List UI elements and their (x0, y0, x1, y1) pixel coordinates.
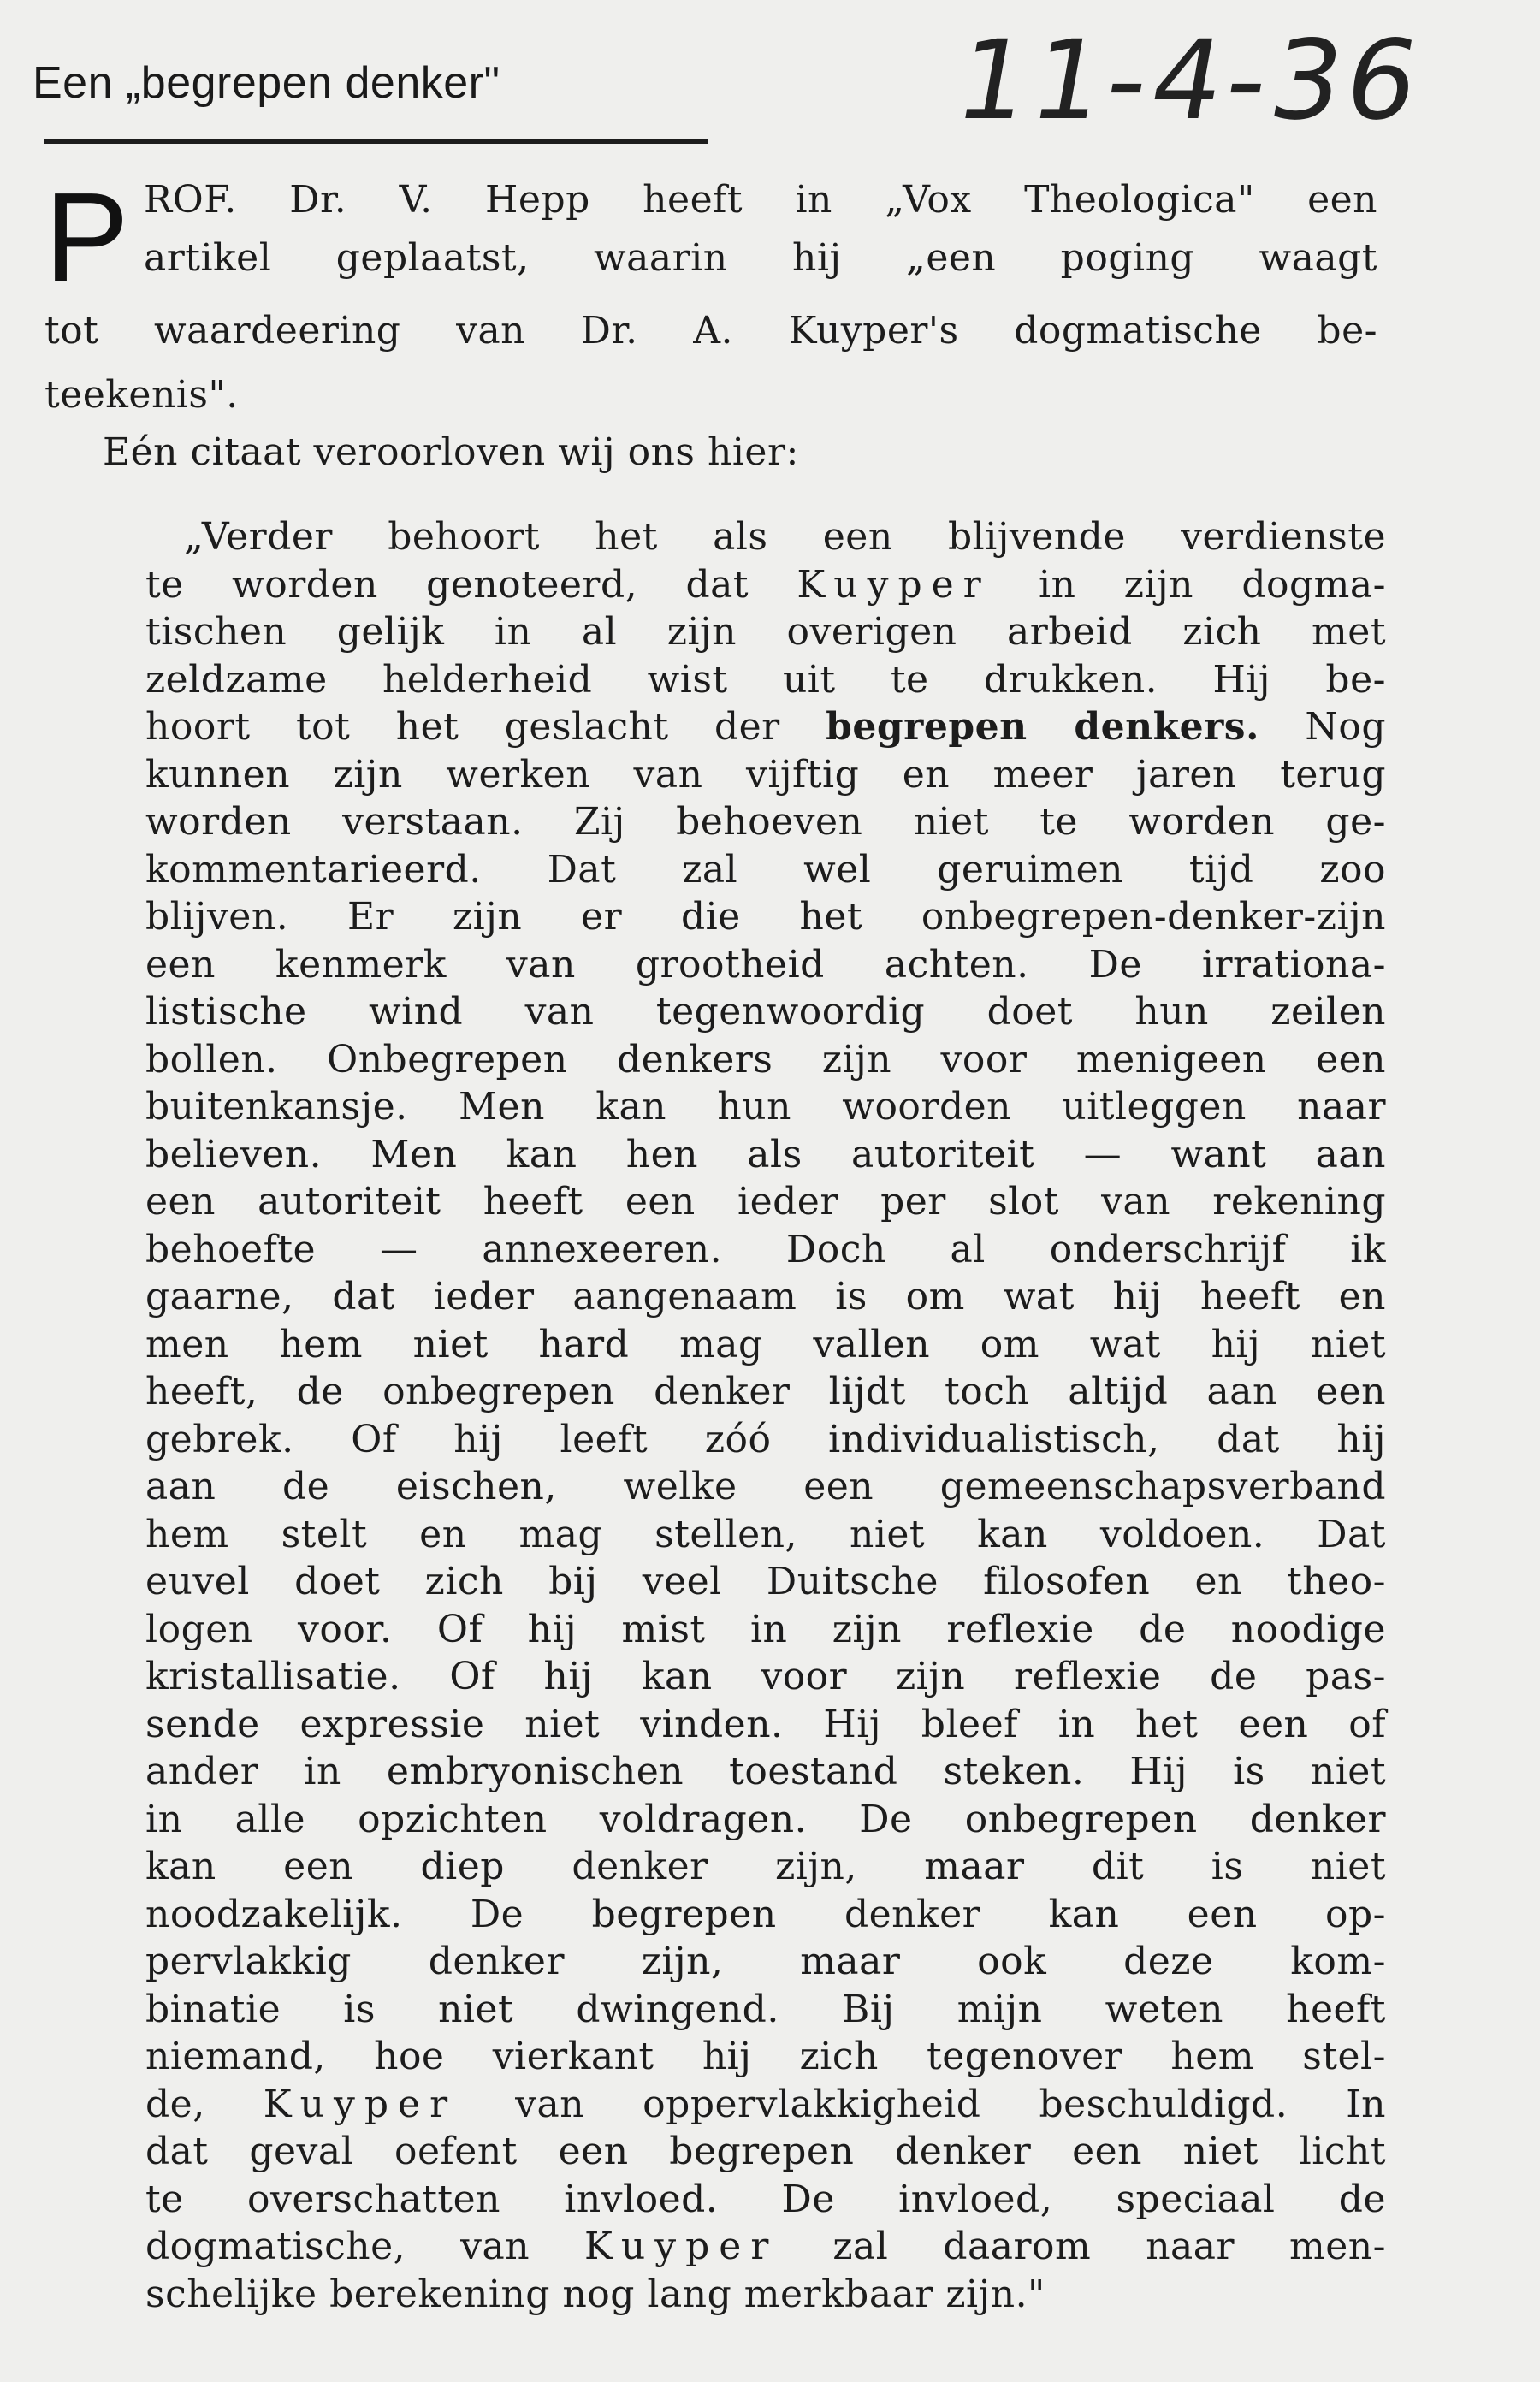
quote-line: gebrek. Of hij leeft zóó individualistisch, dat hij (145, 1418, 1386, 1461)
quote-line: blijven. Er zijn er die het onbegrepen-denker-zijn (145, 895, 1386, 939)
quote-line (145, 561, 1386, 608)
quote-text: de, (145, 2083, 264, 2126)
quote-line: worden verstaan. Zij behoeven niet te worden ge- (145, 800, 1386, 844)
quote-line: een kenmerk van grootheid achten. De irrationa- (145, 943, 1386, 987)
quote-line: een autoriteit heeft een ieder per slot van rekening (145, 1180, 1386, 1224)
quote-line: noodzakelijk. De begrepen denker kan een op- (145, 1893, 1386, 1936)
quote-line: in alle opzichten voldragen. De onbegrepen denker (145, 1798, 1386, 1841)
bold-phrase: begrepen denkers. (826, 705, 1259, 749)
quote-line: kunnen zijn werken van vijftig en meer jaren terug (145, 753, 1386, 797)
intro-line: teekenis". (44, 373, 239, 417)
quote-line: hem stelt en mag stellen, niet kan voldoen. Dat (145, 1513, 1386, 1556)
quote-text: in zijn dogma- (990, 563, 1387, 607)
quote-line: te overschatten invloed. De invloed, speciaal de (145, 2178, 1386, 2221)
quote-line: kan een diep denker zijn, maar dit is niet (145, 1845, 1386, 1888)
drop-cap: P (44, 167, 129, 308)
quote-line (145, 703, 1386, 750)
quote-line: zeldzame helderheid wist uit te drukken. Hij be- (145, 658, 1386, 702)
quote-line (145, 2081, 1386, 2128)
quote-line: men hem niet hard mag vallen om wat hij niet (145, 1323, 1386, 1366)
quote-line: niemand, hoe vierkant hij zich tegenover hem stel- (145, 2035, 1386, 2078)
intro-line: tot waardeering van Dr. A. Kuyper's dogmatische be- (44, 309, 1377, 353)
quote-text: te worden genoteerd, dat (145, 563, 797, 607)
intro-line: artikel geplaatst, waarin hij „een poging waagt (144, 236, 1377, 280)
headline-rule (44, 139, 708, 144)
quote-line: gaarne, dat ieder aangenaam is om wat hij heeft en (145, 1275, 1386, 1318)
quote-line: bollen. Onbegrepen denkers zijn voor menigeen een (145, 1038, 1386, 1081)
quote-line: heeft, de onbegrepen denker lijdt toch altijd aan een (145, 1370, 1386, 1413)
quote-line: tischen gelijk in al zijn overigen arbeid zich met (145, 610, 1386, 654)
quote-line: believen. Men kan hen als autoriteit — want aan (145, 1133, 1386, 1176)
name-spaced: Kuyper (584, 2225, 779, 2268)
name-spaced: Kuyper (263, 2083, 458, 2126)
quote-text: hoort tot het geslacht der (145, 705, 826, 749)
quote-text: van oppervlakkigheid beschuldigd. In (457, 2083, 1386, 2126)
quote-line: kommentarieerd. Dat zal wel geruimen tijd zoo (145, 848, 1386, 892)
quote-line: sende expressie niet vinden. Hij bleef in het een of (145, 1703, 1386, 1746)
quote-line: buitenkansje. Men kan hun woorden uitleggen naar (145, 1085, 1386, 1129)
quote-line: dat geval oefent een begrepen denker een niet licht (145, 2130, 1386, 2173)
quote-text: dogmatische, van (145, 2225, 585, 2268)
quote-line: logen voor. Of hij mist in zijn reflexie de noodige (145, 1608, 1386, 1651)
quote-line: ander in embryonischen toestand steken. Hij is niet (145, 1750, 1386, 1793)
quote-line: kristallisatie. Of hij kan voor zijn reflexie de pas- (145, 1655, 1386, 1698)
quote-line: pervlakkig denker zijn, maar ook deze kom- (145, 1940, 1386, 1983)
quote-line (145, 2223, 1386, 2270)
intro-line: ROF. Dr. V. Hepp heeft in „Vox Theologica" een (144, 178, 1377, 222)
lead-in: Eén citaat veroorloven wij ons hier: (103, 430, 799, 474)
quote-line: binatie is niet dwingend. Bij mijn weten heeft (145, 1988, 1386, 2031)
headline: Een „begrepen denker" (33, 58, 500, 108)
name-spaced: Kuyper (797, 563, 991, 607)
quote-line: behoefte — annexeeren. Doch al onderschrijf ik (145, 1228, 1386, 1271)
quote-line: schelijke berekening nog lang merkbaar zijn." (145, 2272, 1045, 2316)
quote-text: zal daarom naar men- (778, 2225, 1386, 2268)
quote-text: Nog (1259, 705, 1386, 749)
quote-line: listische wind van tegenwoordig doet hun zeilen (145, 990, 1386, 1034)
quote-line: aan de eischen, welke een gemeenschapsverband (145, 1465, 1386, 1508)
quote-line: euvel doet zich bij veel Duitsche filosofen en theo- (145, 1560, 1386, 1603)
quote-line: „Verder behoort het als een blijvende verdienste (184, 515, 1386, 559)
handwritten-date: 11-4-36 (946, 17, 1433, 145)
